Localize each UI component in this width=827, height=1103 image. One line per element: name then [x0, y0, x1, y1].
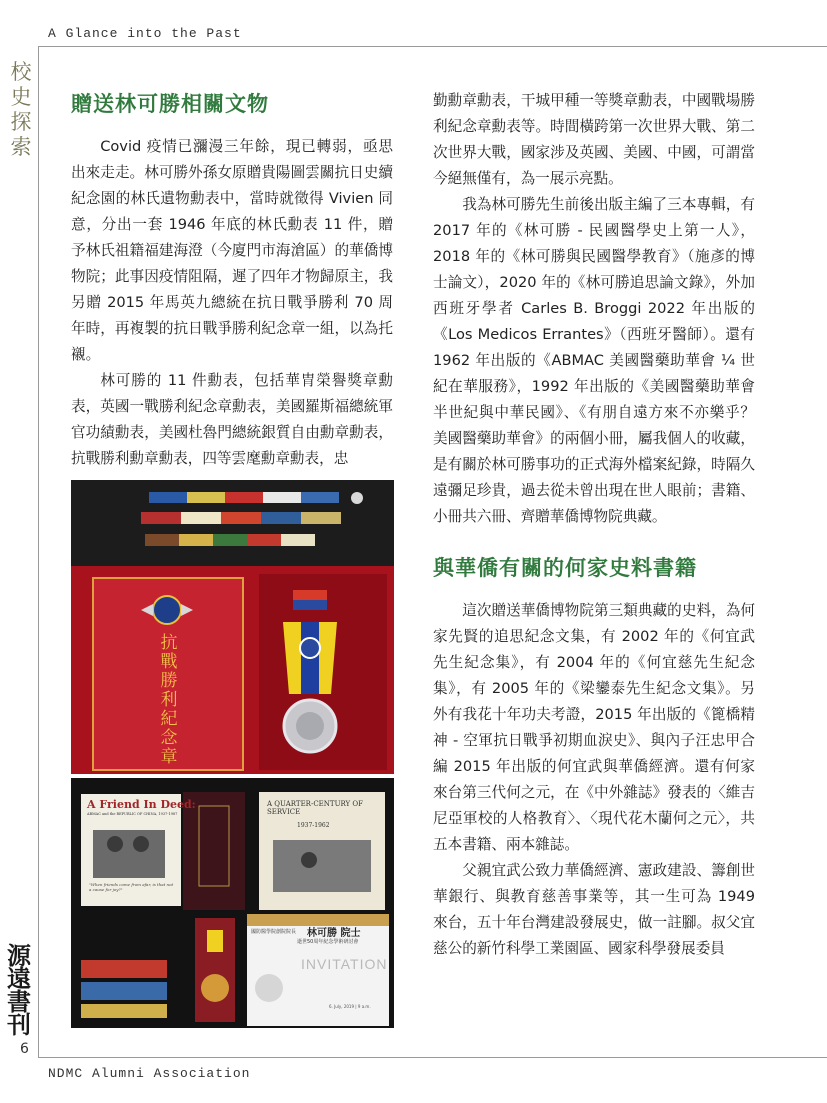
running-header: A Glance into the Past: [48, 26, 242, 41]
ribbon-bars-photo: [71, 480, 394, 566]
invitation-name: 林可勝 院士: [307, 928, 361, 939]
left-column: [71, 88, 393, 472]
running-footer: NDMC Alumni Association: [48, 1066, 251, 1081]
paragraph: 我為林可勝先生前後出版主編了三本專輯，有 2017 年的《林可勝 - 民國醫學史上第一人》，2018 年的《林可勝與民國醫學教育》（施彥的博士論文），2020 年的《林可勝追思論文錄》，外加西班牙學者 Carles B. Broggi 2022 年出版的《Los Medicos Errantes》（西班牙醫師）。還有 1962 年出版的《ABMAC 美國醫藥助華會 ¼ 世紀在華服務》，1992 年出版的《美國醫藥助華會半世紀與中華民國》、《有朋自遠方來不亦樂乎？ 美國醫藥助華會》的兩個小冊，屬我個人的收藏，是有關於林可勝事功的正式海外檔案紀錄，時隔久遠彌足珍貴，過去從未曾出現在世人眼前；書籍、小冊共六冊、齊贈華僑博物院典藏。: [433, 196, 755, 525]
side-rule: [38, 46, 39, 1058]
book-subtitle: ABMAC and the REPUBLIC OF CHINA, 1937-1987: [87, 812, 178, 816]
right-column: [433, 88, 755, 962]
paragraph-continuation: 勤勳章勳表，干城甲種一等獎章勳表，中國戰場勝利紀念章勳表等。時間橫跨第一次世界大戰、第二次世界大戰，國家涉及英國、美國、中國，可謂當今絕無僅有，為一展示亮點。: [433, 92, 755, 187]
footer-rule: [38, 1057, 827, 1058]
page-number: 6: [20, 1041, 29, 1057]
section-heading-artifacts: 贈送林可勝相關文物: [71, 92, 269, 116]
paragraph: 父親宜武公致力華僑經濟、憲政建設、籌創世華銀行、與教育慈善事業等，其一生可為 1949 來台，五十年台灣建設發展史，做一註腳。叔父宜慈公的新竹科學工業園區、國家科學發展委員: [433, 862, 755, 957]
header-rule: [38, 46, 827, 47]
publication-logo: 源遠書刊: [7, 941, 31, 1039]
invitation-date: 6. July, 2019 | 9 a.m.: [329, 1004, 371, 1009]
ribbon-bar-row: [145, 534, 315, 546]
paragraph: Covid 疫情已瀰漫三年餘，現已轉弱，亟思出來走走。林可勝外孫女原贈貴陽圖雲關抗日史續紀念園的林氏遺物勳表中，當時就徵得 Vivien 同意，分出一套 1946 年底的林氏勳表 11 件，贈予林氏祖籍福建海澄（今廈門市海滄區）的華僑博物院；此事因疫情阻隔，遲了四年才物歸原主，我另贈 2015 年馬英九總統在抗日戰爭勝利 70 周年時，再複製的抗日戰爭勝利紀念章一組，以為托襯。: [71, 138, 393, 363]
ribbon-bar-row: [141, 512, 341, 524]
invitation-subtitle: 逝世50周年紀念學術研討會: [297, 939, 359, 945]
book-title-a-friend-in-deed: A Friend In Deed:: [87, 798, 196, 811]
book-caption: "When friends come from afar, is that not a cause for joy?": [89, 882, 174, 892]
medal-box-label: 抗戰勝利紀念章: [160, 633, 178, 767]
book-title-quarter-century: A QUARTER-CENTURY OF SERVICE: [267, 800, 363, 816]
ribbon-bar-row: [149, 492, 339, 503]
invitation-heading: INVITATION: [301, 956, 388, 972]
book-years: 1937-1962: [297, 822, 330, 829]
paragraph: 林可勝的 11 件勳表，包括華胄榮譽獎章勳表，英國一戰勝利紀念章勳表，美國羅斯福總統軍官功績勳表，美國杜魯門總統銀質自由勳章勳表，抗戰勝利勳章勳表，四等雲麾勳章勳表，忠: [71, 372, 393, 467]
books-and-pamphlets-photo: [71, 778, 394, 1028]
invitation-org: 國防醫學院創院院長: [251, 929, 297, 935]
section-heading-family-archives: 與華僑有關的何家史料書籍: [433, 556, 697, 580]
victory-medal-photo: [71, 566, 394, 774]
section-tab-label: 校史探索: [10, 60, 32, 159]
paragraph: 這次贈送華僑博物院第三類典藏的史料，為何家先賢的追思紀念文集，有 2002 年的《何宜武先生紀念集》，有 2004 年的《何宜慈先生紀念集》，有 2005 年的《梁鑾泰先生紀念文集》。另外有我花十年功夫考證，2015 年出版的《篦橋精神 - 空軍抗日戰爭初期血淚史》、與內子汪忠甲合編 2015 年出版的何宜武與華僑經濟。還有何家來台第三代何之元，在《中外雜誌》發表的〈維吉尼亞軍校的人格教育〉、〈現代花木蘭何之元〉，共五本書籍、兩本雜誌。: [433, 602, 755, 853]
